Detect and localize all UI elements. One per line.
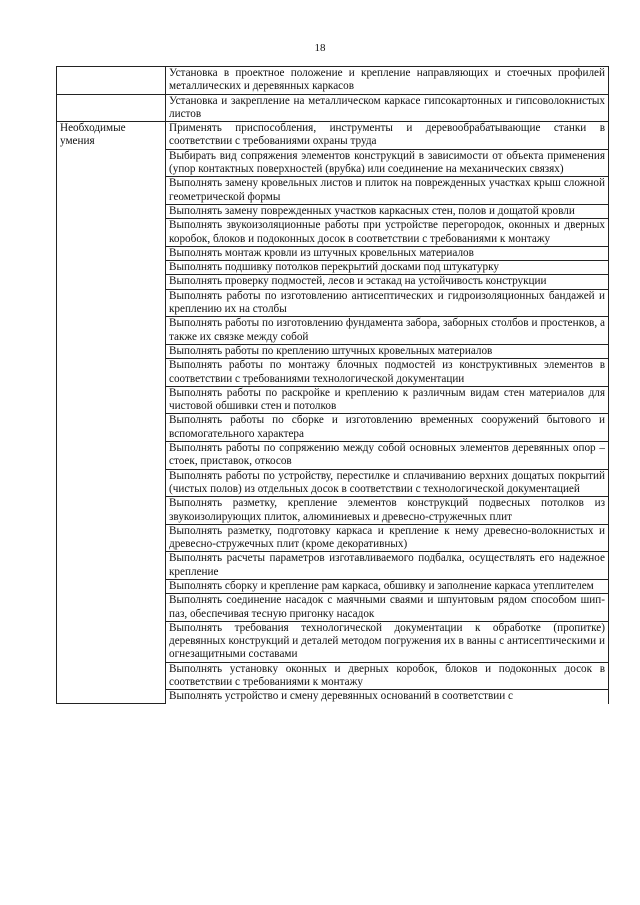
skill-cell: Выполнять проверку подмостей, лесов и эстакад на устойчивость конструкции [166, 275, 609, 289]
table-row [57, 122, 609, 150]
skill-cell: Выполнять соединение насадок с маячными сваями и шпунтовым рядом способом шип-паз, обеспечивая тесную пригонку насадок [166, 594, 609, 622]
skill-cell: Выполнять работы по изготовлению фундамента забора, заборных столбов и простенков, а также их связке между собой [166, 317, 609, 345]
skill-cell: Выполнять работы по креплению штучных кровельных материалов [166, 344, 609, 358]
page-number: 18 [314, 42, 326, 54]
skill-cell: Выполнять работы по раскройке и креплению к различным видам стен материалов для чистовой обшивки стен и потолков [166, 386, 609, 414]
requirement-cell: Установка и закрепление на металлическом каркасе гипсокартонных и гипсоволокнистых листов [166, 94, 609, 122]
skill-cell: Выполнять работы по изготовлению антисептических и гидроизоляционных бандажей и креплению их на столбы [166, 289, 609, 317]
skill-cell: Выполнять монтаж кровли из штучных кровельных материалов [166, 246, 609, 260]
skill-cell: Выполнять требования технологической документации к обработке (пропитке) деревянных конструкций и деталей методом погружения их в ванны с антисептическими и огнезащитными составами [166, 621, 609, 662]
skill-cell: Выполнять разметку, крепление элементов конструкций подвесных потолков из звукоизолирующих плиток, алюминиевых и древесно-стружечных плит [166, 497, 609, 525]
skill-cell: Выполнять устройство и смену деревянных оснований в соответствии с [166, 690, 609, 704]
table-row [57, 67, 609, 95]
skill-cell: Выполнять разметку, подготовку каркаса и крепление к нему древесно-волокнистых и древесно-стружечных плит (кроме декоративных) [166, 524, 609, 552]
empty-label-cell [57, 94, 166, 122]
table-row [57, 94, 609, 122]
empty-label-cell [57, 67, 166, 95]
section-label-cell: Необходимые умения [57, 122, 166, 704]
skill-cell: Выполнять сборку и крепление рам каркаса, обшивку и заполнение каркаса утеплителем [166, 579, 609, 593]
skill-cell: Выбирать вид сопряжения элементов конструкций в зависимости от объекта применения (упор контактных поверхностей (врубка) или соединение на механических связях) [166, 149, 609, 177]
skill-cell: Выполнять замену кровельных листов и плиток на поврежденных участках крыш сложной геометрической формы [166, 177, 609, 205]
skill-cell: Выполнять работы по сборке и изготовлению временных сооружений бытового и вспомогательного характера [166, 414, 609, 442]
skill-cell: Выполнять расчеты параметров изготавливаемого подбалка, осуществлять его надежное крепление [166, 552, 609, 580]
skill-cell: Выполнять подшивку потолков перекрытий досками под штукатурку [166, 261, 609, 275]
skill-cell: Выполнять работы по устройству, перестилке и сплачиванию верхних дощатых покрытий (чистых полов) из отдельных досок в соответствии с технологической документацией [166, 469, 609, 497]
skill-cell: Выполнять работы по сопряжению между собой основных элементов деревянных опор – стоек, приставок, откосов [166, 442, 609, 470]
skill-cell: Применять приспособления, инструменты и деревообрабатывающие станки в соответствии с требованиями охраны труда [166, 122, 609, 150]
skill-cell: Выполнять установку оконных и дверных коробок, блоков и подоконных досок в соответствии с требованиями к монтажу [166, 662, 609, 690]
skill-cell: Выполнять замену поврежденных участков каркасных стен, полов и дощатой кровли [166, 204, 609, 218]
requirement-cell: Установка в проектное положение и крепление направляющих и стоечных профилей металлических и деревянных каркасов [166, 67, 609, 95]
skill-cell: Выполнять звукоизоляционные работы при устройстве перегородок, оконных и дверных коробок, блоков и подоконных досок в соответствии с требованиями к монтажу [166, 219, 609, 247]
skill-cell: Выполнять работы по монтажу блочных подмостей из конструктивных элементов в соответствии с требованиями технологической документации [166, 359, 609, 387]
qualification-table [56, 66, 609, 704]
